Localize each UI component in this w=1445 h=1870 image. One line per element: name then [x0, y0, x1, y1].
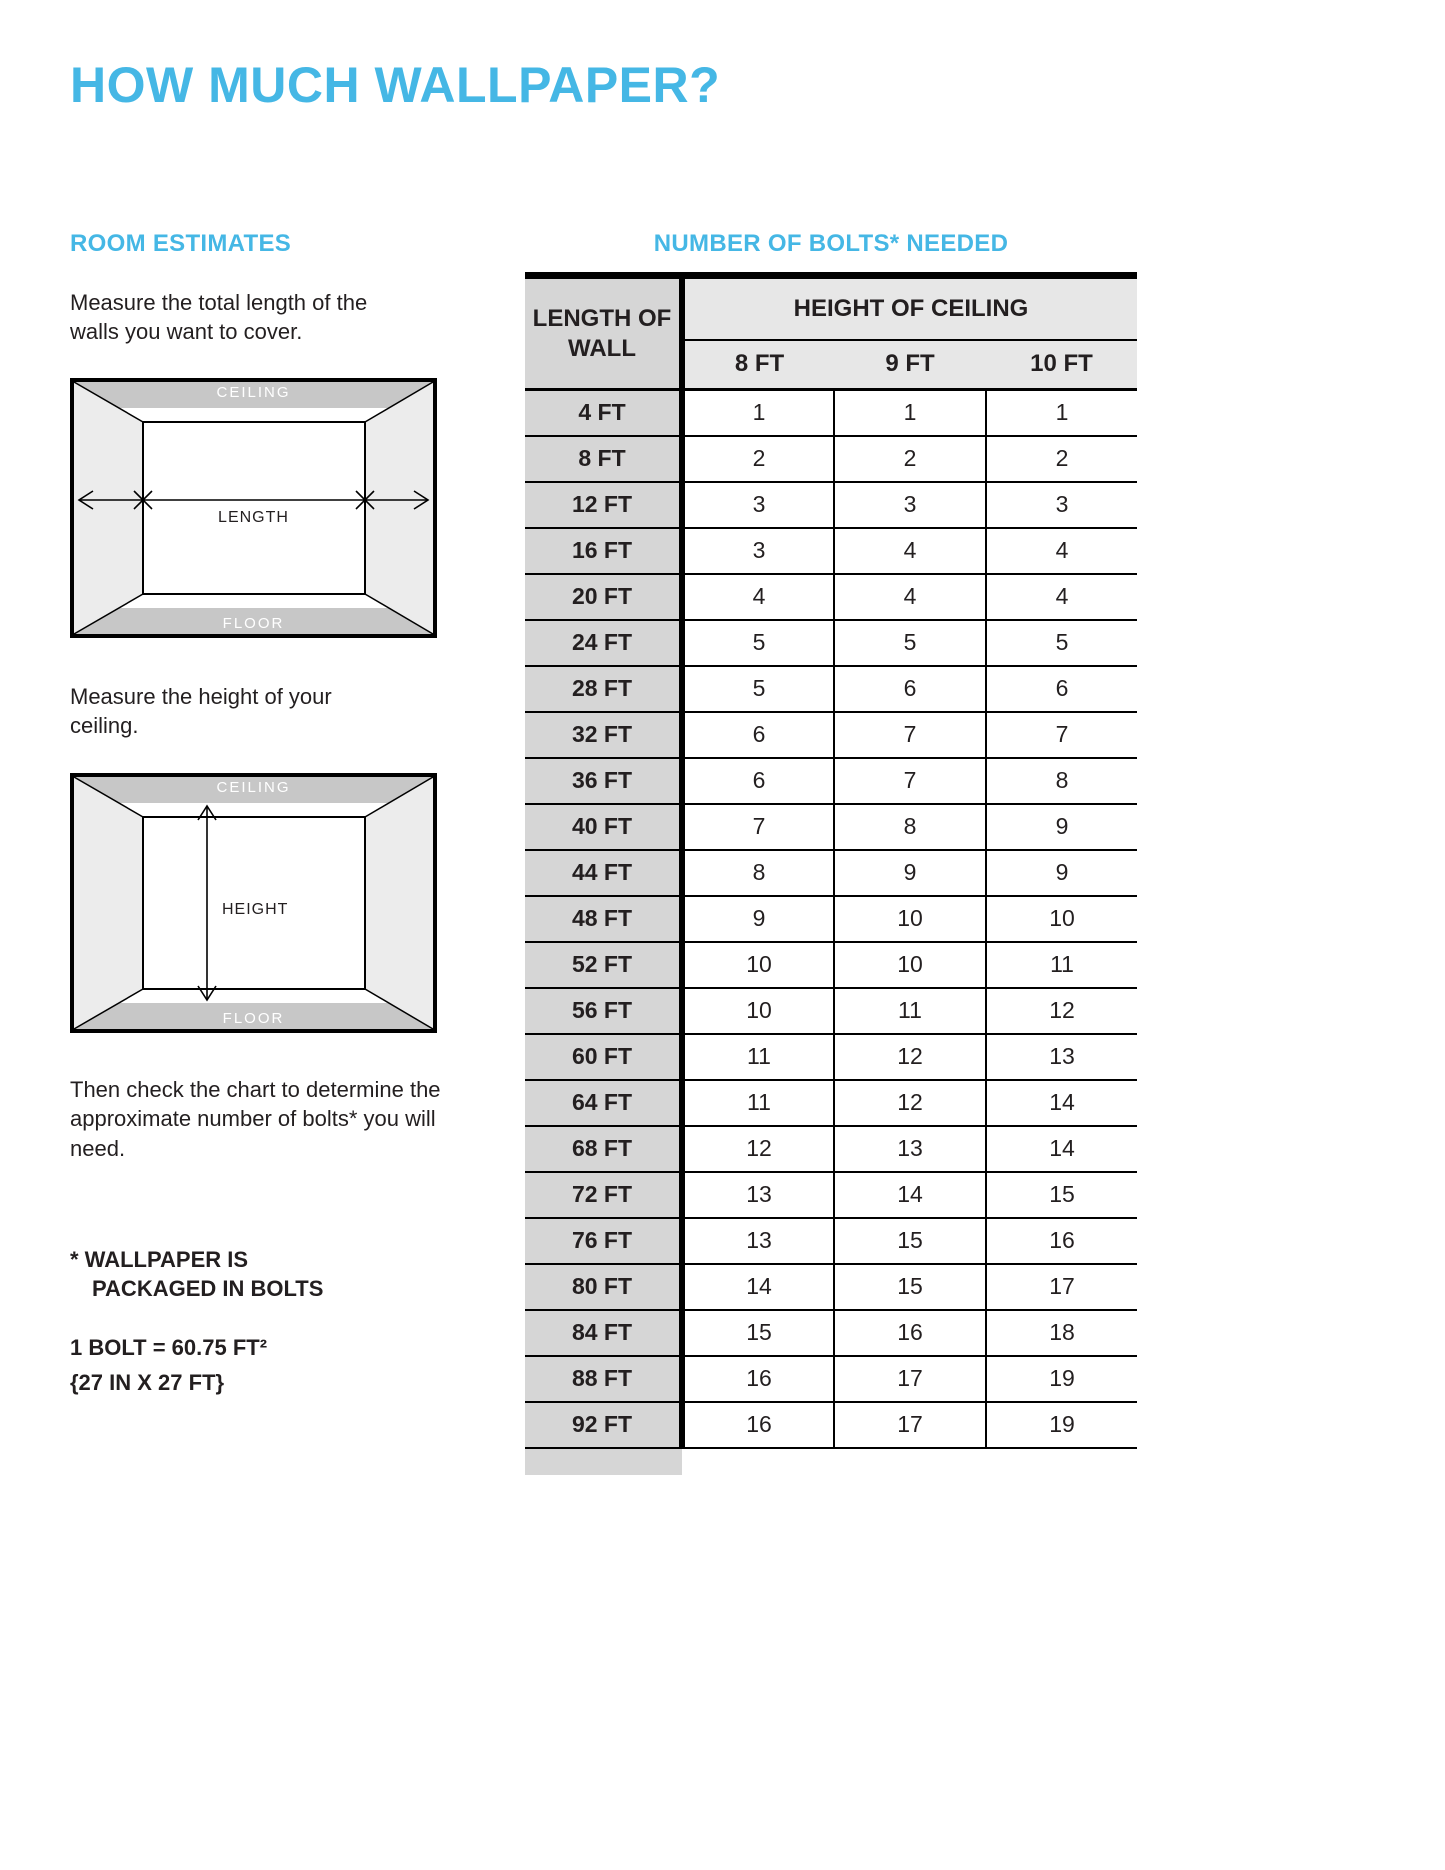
bolt-count-cell: 16 — [682, 1356, 834, 1402]
height-of-ceiling-header: HEIGHT OF CEILING — [682, 276, 1137, 340]
bolt-count-cell: 8 — [682, 850, 834, 896]
bolt-count-cell: 14 — [682, 1264, 834, 1310]
table-tail-gray-cap — [525, 1448, 682, 1475]
bolt-count-cell: 4 — [834, 528, 986, 574]
wall-length-cell: 76 FT — [525, 1218, 682, 1264]
table-row — [525, 1310, 1137, 1356]
table-row — [525, 528, 1137, 574]
wall-length-cell: 36 FT — [525, 758, 682, 804]
bolt-count-cell: 5 — [834, 620, 986, 666]
bolts-table-section — [525, 230, 1137, 1475]
bolt-count-cell: 15 — [986, 1172, 1137, 1218]
bolt-count-cell: 1 — [986, 390, 1137, 436]
table-row — [525, 1218, 1137, 1264]
bolt-count-cell: 9 — [986, 850, 1137, 896]
bolt-count-cell: 10 — [834, 942, 986, 988]
length-of-wall-header: LENGTH OF WALL — [525, 276, 682, 390]
bolt-count-cell: 12 — [682, 1126, 834, 1172]
instruction-check-chart: Then check the chart to determine the approximate number of bolts* you will need. — [70, 1077, 441, 1161]
bolt-count-cell: 2 — [986, 436, 1137, 482]
bolt-count-cell: 11 — [986, 942, 1137, 988]
wall-length-cell: 48 FT — [525, 896, 682, 942]
bolt-count-cell: 9 — [834, 850, 986, 896]
bolt-count-cell: 13 — [834, 1126, 986, 1172]
bolt-count-cell: 16 — [834, 1310, 986, 1356]
bolt-count-cell: 13 — [682, 1172, 834, 1218]
table-row — [525, 896, 1137, 942]
bolt-count-cell: 3 — [986, 482, 1137, 528]
table-tail — [525, 1448, 1137, 1475]
bolt-count-cell: 15 — [834, 1264, 986, 1310]
bolt-count-cell: 13 — [986, 1034, 1137, 1080]
bolt-count-cell: 3 — [834, 482, 986, 528]
bolt-count-cell: 11 — [682, 1080, 834, 1126]
bolt-count-cell: 1 — [834, 390, 986, 436]
table-row — [525, 1264, 1137, 1310]
bolt-count-cell: 5 — [682, 620, 834, 666]
bolt-spec-line1: 1 BOLT = 60.75 FT² — [70, 1335, 268, 1360]
table-row — [525, 1126, 1137, 1172]
footnote-line2: PACKAGED IN BOLTS — [92, 1275, 324, 1301]
wall-length-cell: 16 FT — [525, 528, 682, 574]
height-label: HEIGHT — [222, 901, 289, 918]
bolt-count-cell: 13 — [682, 1218, 834, 1264]
bolt-count-cell: 4 — [986, 574, 1137, 620]
bolt-count-cell: 5 — [682, 666, 834, 712]
wall-length-cell: 20 FT — [525, 574, 682, 620]
table-row — [525, 620, 1137, 666]
table-row — [525, 1034, 1137, 1080]
bolt-count-cell: 9 — [986, 804, 1137, 850]
table-row — [525, 942, 1137, 988]
bolt-count-cell: 15 — [834, 1218, 986, 1264]
wall-length-cell: 32 FT — [525, 712, 682, 758]
room-perspective-graphic — [70, 378, 437, 638]
table-row — [525, 850, 1137, 896]
bolt-count-cell: 7 — [834, 712, 986, 758]
bolt-count-cell: 6 — [682, 758, 834, 804]
wall-length-cell: 56 FT — [525, 988, 682, 1034]
bolt-count-cell: 8 — [834, 804, 986, 850]
bolt-count-cell: 2 — [834, 436, 986, 482]
bolt-count-cell: 10 — [682, 942, 834, 988]
bolt-count-cell: 14 — [986, 1080, 1137, 1126]
ceiling-height-col-9ft: 9 FT — [834, 340, 986, 390]
table-row — [525, 390, 1137, 436]
bolt-count-cell: 16 — [682, 1402, 834, 1448]
wall-length-cell: 92 FT — [525, 1402, 682, 1448]
wall-length-cell: 60 FT — [525, 1034, 682, 1080]
length-diagram — [70, 378, 437, 638]
bolt-count-cell: 8 — [986, 758, 1137, 804]
bolt-count-cell: 15 — [682, 1310, 834, 1356]
wall-length-cell: 4 FT — [525, 390, 682, 436]
bolt-count-cell: 16 — [986, 1218, 1137, 1264]
table-row — [525, 712, 1137, 758]
ceiling-label: CEILING — [216, 779, 291, 796]
floor-label: FLOOR — [222, 615, 285, 632]
bolt-count-cell: 7 — [682, 804, 834, 850]
bolt-count-cell: 6 — [682, 712, 834, 758]
bolt-spec — [70, 1330, 267, 1400]
bolt-count-cell: 3 — [682, 528, 834, 574]
bolt-count-cell: 17 — [986, 1264, 1137, 1310]
bolt-count-cell: 11 — [682, 1034, 834, 1080]
bolt-count-cell: 2 — [682, 436, 834, 482]
wall-length-cell: 28 FT — [525, 666, 682, 712]
bolts-table-heading: NUMBER OF BOLTS* NEEDED — [653, 230, 1009, 257]
table-row — [525, 988, 1137, 1034]
table-row — [525, 1172, 1137, 1218]
length-label: LENGTH — [218, 509, 289, 526]
table-row — [525, 666, 1137, 712]
bolt-count-cell: 3 — [682, 482, 834, 528]
table-row — [525, 1356, 1137, 1402]
wall-length-cell: 40 FT — [525, 804, 682, 850]
wall-length-cell: 8 FT — [525, 436, 682, 482]
room-estimates-heading: ROOM ESTIMATES — [70, 230, 292, 257]
room-estimates-section — [70, 230, 500, 1660]
wall-length-cell: 84 FT — [525, 1310, 682, 1356]
bolt-count-cell: 17 — [834, 1402, 986, 1448]
bolt-count-cell: 18 — [986, 1310, 1137, 1356]
instruction-measure-height: Measure the height of your ceiling. — [70, 684, 332, 739]
bolt-count-cell: 6 — [834, 666, 986, 712]
footnote-line1: * WALLPAPER IS — [70, 1247, 249, 1272]
bolt-count-cell: 4 — [682, 574, 834, 620]
bolt-count-cell: 12 — [834, 1034, 986, 1080]
bolt-count-cell: 5 — [986, 620, 1137, 666]
table-row — [525, 436, 1137, 482]
bolts-table — [525, 272, 1137, 1475]
wall-length-cell: 64 FT — [525, 1080, 682, 1126]
bolt-count-cell: 4 — [834, 574, 986, 620]
bolt-count-cell: 17 — [834, 1356, 986, 1402]
bolt-count-cell: 14 — [834, 1172, 986, 1218]
bolt-count-cell: 7 — [834, 758, 986, 804]
bolt-count-cell: 14 — [986, 1126, 1137, 1172]
bolt-count-cell: 10 — [986, 896, 1137, 942]
bolt-count-cell: 10 — [834, 896, 986, 942]
ceiling-height-col-8ft: 8 FT — [682, 340, 834, 390]
wall-length-cell: 24 FT — [525, 620, 682, 666]
bolt-count-cell: 9 — [682, 896, 834, 942]
table-row — [525, 758, 1137, 804]
table-row — [525, 1402, 1137, 1448]
bolt-count-cell: 12 — [834, 1080, 986, 1126]
bolt-count-cell: 10 — [682, 988, 834, 1034]
wall-length-cell: 80 FT — [525, 1264, 682, 1310]
page-title: HOW MUCH WALLPAPER? — [70, 57, 721, 113]
bolt-count-cell: 11 — [834, 988, 986, 1034]
ceiling-label: CEILING — [216, 384, 291, 401]
bolt-spec-line2: {27 IN X 27 FT} — [70, 1370, 225, 1396]
bolt-count-cell: 4 — [986, 528, 1137, 574]
bolt-count-cell: 7 — [986, 712, 1137, 758]
table-row — [525, 804, 1137, 850]
wall-length-cell: 88 FT — [525, 1356, 682, 1402]
wall-length-cell: 12 FT — [525, 482, 682, 528]
bolt-count-cell: 19 — [986, 1402, 1137, 1448]
instruction-measure-length: Measure the total length of the walls you want to cover. — [70, 290, 368, 345]
wall-length-cell: 52 FT — [525, 942, 682, 988]
bolts-footnote — [70, 1246, 323, 1303]
wall-length-cell: 68 FT — [525, 1126, 682, 1172]
ceiling-height-col-10ft: 10 FT — [986, 340, 1137, 390]
bolt-count-cell: 1 — [682, 390, 834, 436]
height-diagram — [70, 773, 437, 1033]
wall-length-cell: 72 FT — [525, 1172, 682, 1218]
table-row — [525, 1080, 1137, 1126]
floor-label: FLOOR — [222, 1010, 285, 1027]
bolt-count-cell: 6 — [986, 666, 1137, 712]
wall-length-cell: 44 FT — [525, 850, 682, 896]
table-row — [525, 574, 1137, 620]
bolt-count-cell: 12 — [986, 988, 1137, 1034]
table-row — [525, 482, 1137, 528]
bolt-count-cell: 19 — [986, 1356, 1137, 1402]
